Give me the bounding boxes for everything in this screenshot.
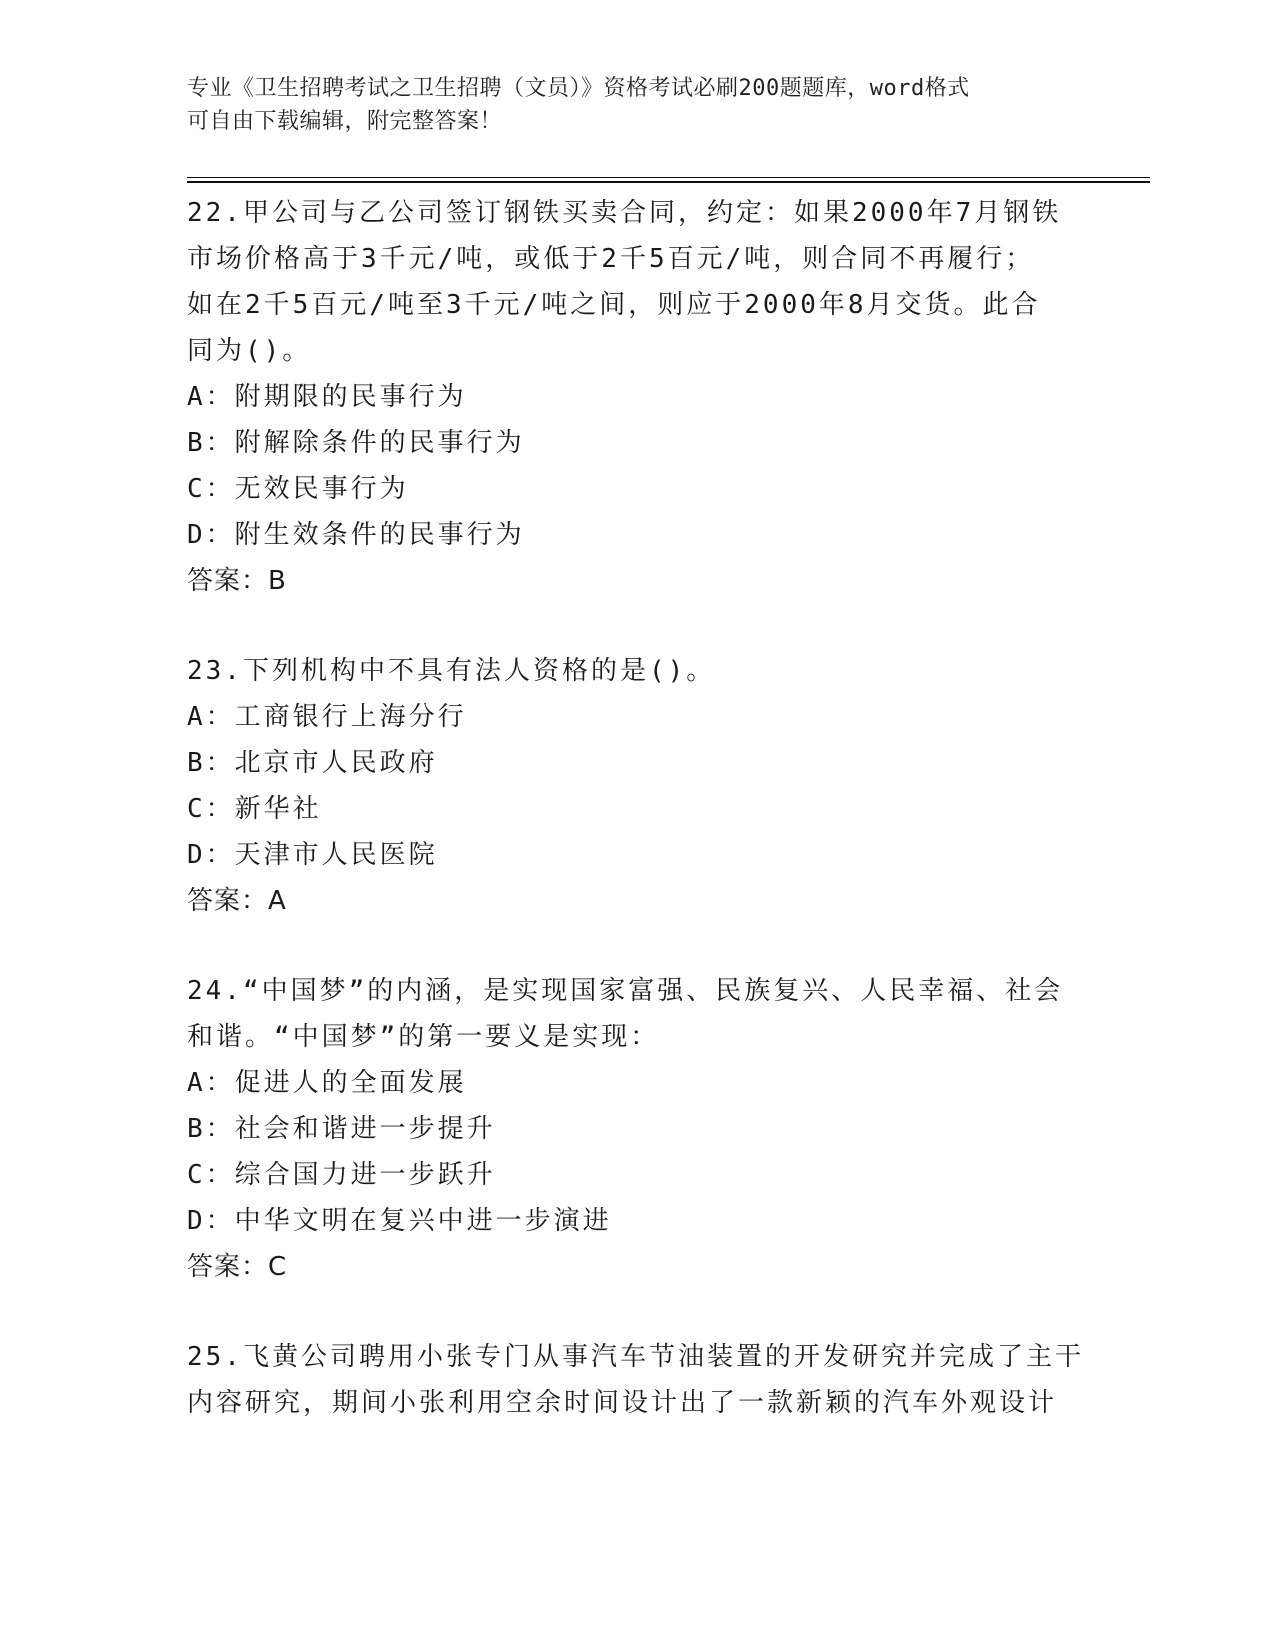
answer-line: 答案：B [187,566,287,596]
question-stem-line: 如在2千5百元/吨至3千元/吨之间，则应于2000年8月交货。此合 [187,290,1041,320]
option-b: B：北京市人民政府 [187,748,438,778]
answer-line: 答案：C [187,1252,288,1282]
header-divider-thin [187,177,1150,178]
question-spacer [187,604,1087,648]
option-d: D：中华文明在复兴中进一步演进 [187,1206,612,1236]
question-list [187,190,1087,1426]
question-stem-line: 25.飞黄公司聘用小张专门从事汽车节油装置的开发研究并完成了主干 [187,1342,1084,1372]
header-line-1: 专业《卫生招聘考试之卫生招聘（文员）》资格考试必刷200题题库，word格式 [187,76,970,101]
question-stem-line: 内容研究，期间小张利用空余时间设计出了一款新颖的汽车外观设计 [187,1388,1058,1418]
option-a: A：附期限的民事行为 [187,382,467,412]
option-c: C：新华社 [187,794,322,824]
question-stem-line: 24.“中国梦”的内涵，是实现国家富强、民族复兴、人民幸福、社会 [187,976,1064,1006]
question-stem-line: 和谐。“中国梦”的第一要义是实现： [187,1022,660,1052]
header-divider-thick [187,181,1150,183]
question-stem-line: 市场价格高于3千元/吨，或低于2千5百元/吨，则合同不再履行； [187,244,1035,274]
question-spacer [187,924,1087,968]
question-stem-line: 同为()。 [187,336,312,366]
answer-line: 答案：A [187,886,287,916]
question-stem-line: 23.下列机构中不具有法人资格的是()。 [187,656,716,686]
question-25 [187,1334,1087,1426]
option-a: A：工商银行上海分行 [187,702,467,732]
question-spacer [187,1290,1087,1334]
option-b: B：附解除条件的民事行为 [187,428,525,458]
question-22 [187,190,1087,604]
option-d: D：附生效条件的民事行为 [187,520,525,550]
document-header [187,72,1087,138]
option-d: D：天津市人民医院 [187,840,438,870]
header-line-2: 可自由下载编辑，附完整答案！ [187,109,503,134]
option-b: B：社会和谐进一步提升 [187,1114,496,1144]
question-24 [187,968,1087,1290]
question-23 [187,648,1087,924]
option-c: C：综合国力进一步跃升 [187,1160,496,1190]
option-a: A：促进人的全面发展 [187,1068,467,1098]
option-c: C：无效民事行为 [187,474,409,504]
question-stem-line: 22.甲公司与乙公司签订钢铁买卖合同，约定：如果2000年7月钢铁 [187,198,1062,228]
